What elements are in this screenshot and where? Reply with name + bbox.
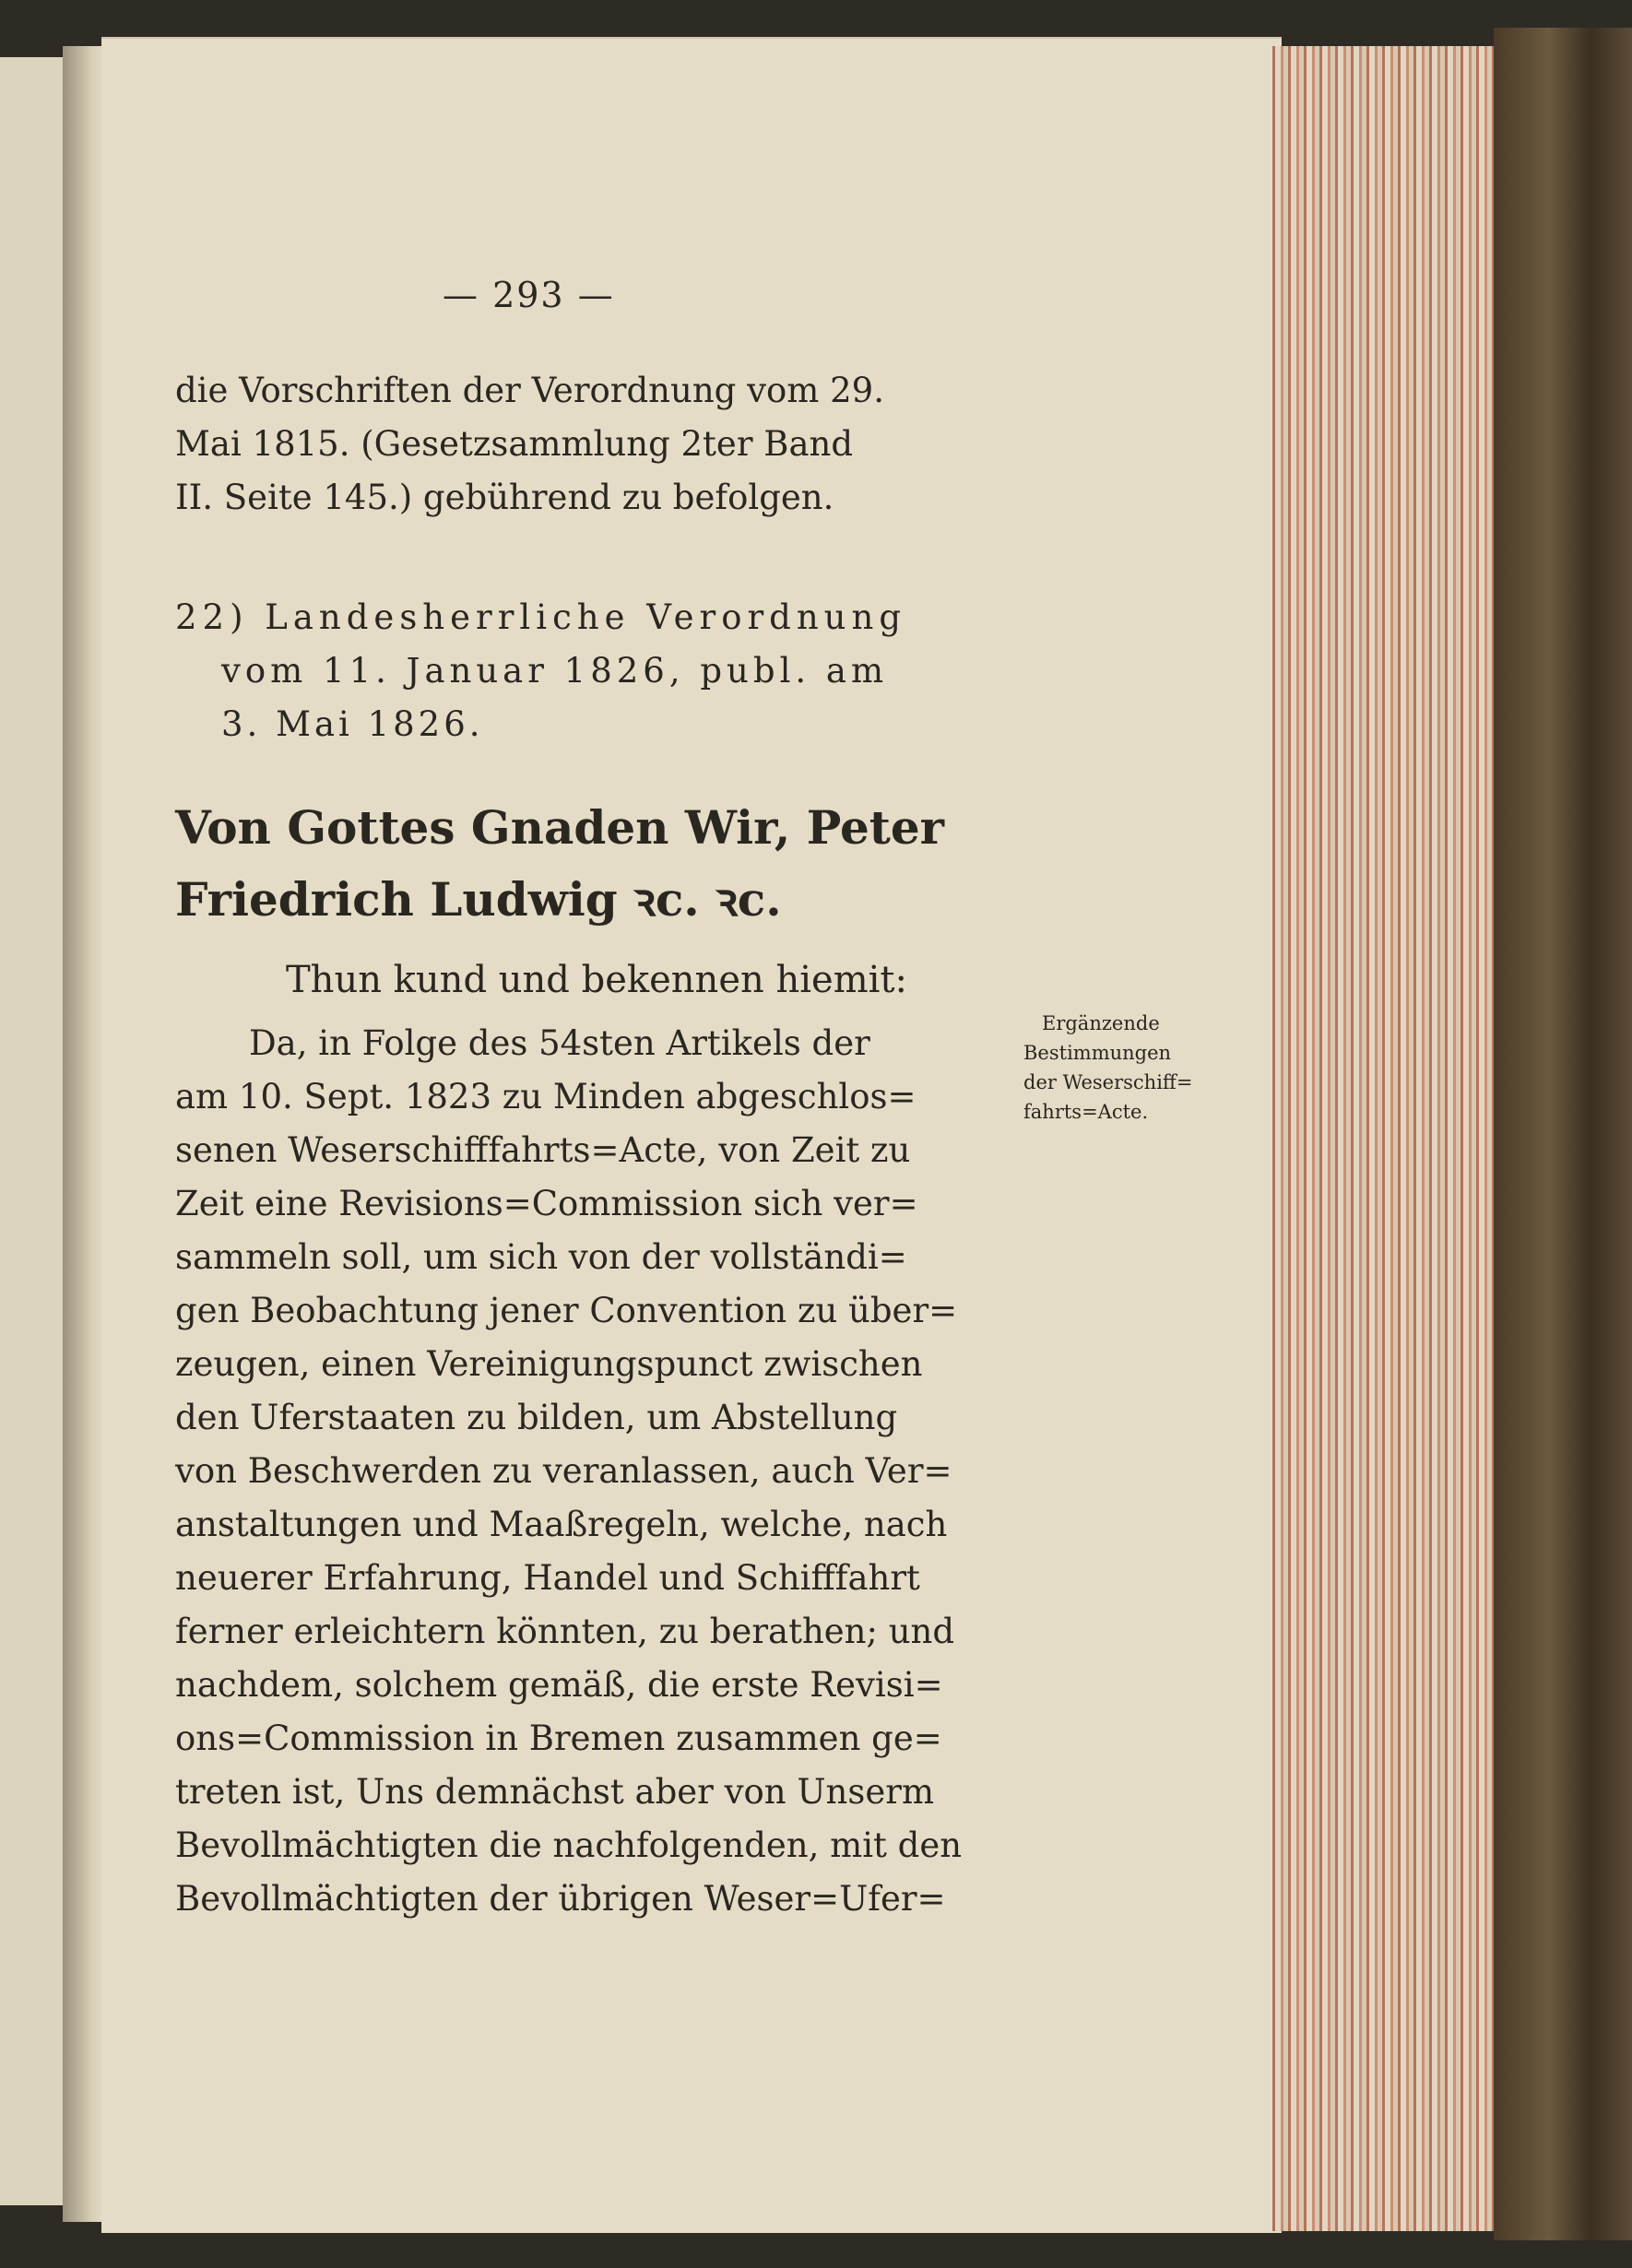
page-edges xyxy=(1272,46,1506,2231)
body-line: nachdem, solchem gemäß, die erste Revisi= xyxy=(175,1665,943,1705)
body-line: anstaltungen und Maaßregeln, welche, nach xyxy=(175,1505,948,1544)
body-line: Bevollmächtigten die nachfolgenden, mit den xyxy=(175,1825,963,1865)
body-line: den Uferstaaten zu bilden, um Abstellung xyxy=(175,1398,898,1437)
body-line: ferner erleichtern könnten, zu berathen; und xyxy=(175,1612,955,1651)
margin-note-line: fahrts=Acte. xyxy=(1023,1101,1149,1123)
margin-note-line: Bestimmungen xyxy=(1023,1042,1172,1064)
margin-note-line: Ergänzende xyxy=(1042,1012,1160,1034)
body-line: neuerer Erfahrung, Handel und Schifffahrt xyxy=(175,1558,920,1598)
body-line: zeugen, einen Vereinigungspunct zwischen xyxy=(175,1344,923,1384)
decree-heading-line: Friedrich Ludwig ꝛc. ꝛc. xyxy=(175,872,782,927)
section-title-line: vom 11. Januar 1826, publ. am xyxy=(221,651,889,691)
body-line: treten ist, Uns demnächst aber von Unserm xyxy=(175,1772,935,1812)
body-line: Zeit eine Revisions=Commission sich ver= xyxy=(175,1184,918,1223)
intro-line: II. Seite 145.) gebührend zu befolgen. xyxy=(175,478,834,517)
left-page-edge xyxy=(0,57,67,2205)
decree-heading-line: Von Gottes Gnaden Wir, Peter xyxy=(175,800,945,855)
margin-note-line: der Weserschiff= xyxy=(1023,1071,1193,1093)
body-line: am 10. Sept. 1823 zu Minden abgeschlos= xyxy=(175,1077,917,1116)
page-number: — 293 — xyxy=(443,275,615,315)
body-line: sammeln soll, um sich von der vollständi= xyxy=(175,1237,907,1277)
intro-line: die Vorschriften der Verordnung vom 29. xyxy=(175,371,884,410)
book-cover xyxy=(1494,28,1632,2240)
section-title-line: 3. Mai 1826. xyxy=(221,704,484,744)
body-line: ons=Commission in Bremen zusammen ge= xyxy=(175,1719,942,1758)
body-line: Da, in Folge des 54sten Artikels der xyxy=(249,1023,870,1063)
body-line: Bevollmächtigten der übrigen Weser=Ufer= xyxy=(175,1879,946,1919)
book-gutter xyxy=(63,46,105,2222)
intro-line: Mai 1815. (Gesetzsammlung 2ter Band xyxy=(175,424,854,464)
section-title-line: 22) Landesherrliche Verordnung xyxy=(175,597,907,637)
proclamation-line: Thun kund und bekennen hiemit: xyxy=(286,959,907,1001)
body-line: von Beschwerden zu veranlassen, auch Ver= xyxy=(175,1451,952,1491)
body-line: senen Weserschifffahrts=Acte, von Zeit zu xyxy=(175,1130,911,1170)
body-line: gen Beobachtung jener Convention zu über= xyxy=(175,1291,958,1330)
